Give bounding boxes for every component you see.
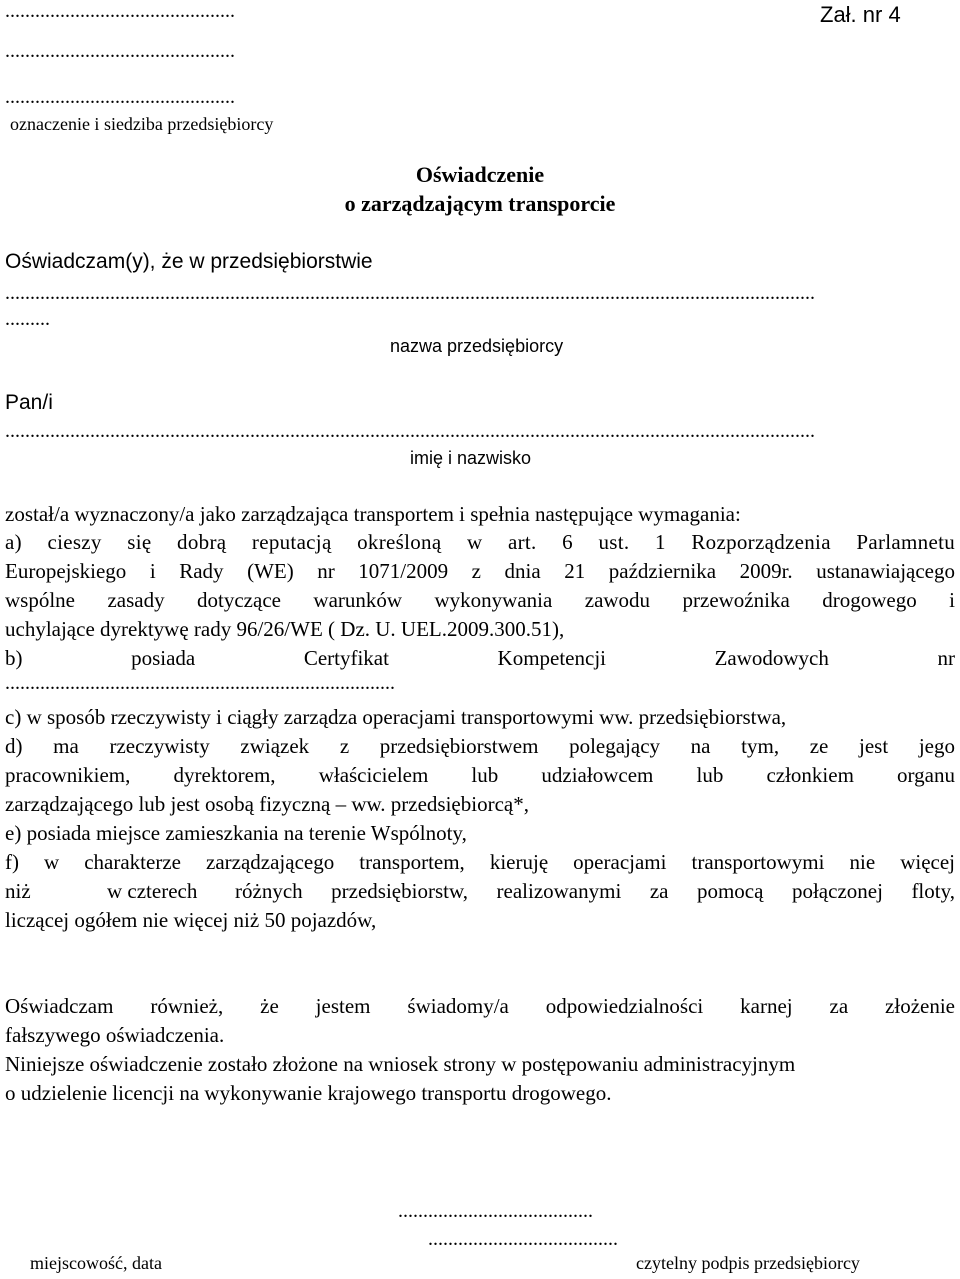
company-caption: oznaczenie i siedziba przedsiębiorcy bbox=[10, 114, 274, 134]
requirement-a-line-2 bbox=[5, 559, 955, 584]
requirement-f-line-3: liczącej ogółem nie więcej niż 50 pojazdów, bbox=[5, 908, 377, 932]
requirement-b-word: Certyfikat bbox=[303, 646, 389, 670]
closing-p1-line-2: fałszywego oświadczenia. bbox=[5, 1023, 225, 1047]
requirement-e-line: e) posiada miejsce zamieszkania na terenie Wspólnoty, bbox=[5, 821, 467, 845]
pan-label: Pan/i bbox=[5, 391, 53, 414]
requirement-f-word: w czterech bbox=[107, 879, 198, 903]
requirement-a-line-4: uchylające dyrektywę rady 96/26/WE ( Dz. U. UEL.2009.300.51), bbox=[5, 617, 565, 641]
requirement-b-word: Zawodowych bbox=[714, 646, 829, 670]
attachment-label: Zał. nr 4 bbox=[820, 2, 901, 27]
page-title: Oświadczenie bbox=[415, 162, 545, 187]
requirement-a-text-2: Europejskiego i Rady (WE) nr 1071/2009 z dnia 21 października 2009r. ustanawiającego bbox=[5, 559, 955, 583]
requirement-b-word: Kompetencji bbox=[497, 646, 606, 670]
requirement-d-text-1: d) ma rzeczywisty związek z przedsiębiorstwem polegający na tym, ze jest jego bbox=[5, 734, 955, 758]
company-name-dots: .................................................................................................................................................................. bbox=[5, 282, 815, 304]
requirement-a-line-1 bbox=[5, 530, 955, 555]
declaration-intro: Oświadczam(y), że w przedsiębiorstwie bbox=[5, 250, 373, 273]
name-dots: .................................................................................................................................................................. bbox=[5, 420, 815, 442]
requirement-a-text-3: wspólne zasady dotyczące warunków wykonywania zawodu przewoźnika drogowego i bbox=[5, 588, 955, 612]
requirement-f-word: niż bbox=[5, 879, 31, 903]
requirement-d-line-2 bbox=[5, 763, 955, 788]
signature-caption: czytelny podpis przedsiębiorcy bbox=[636, 1253, 860, 1273]
closing-p1-line-1 bbox=[5, 994, 955, 1019]
requirement-f-word: różnych przedsiębiorstw, realizowanymi za pomocą połączonej floty, bbox=[235, 879, 955, 903]
requirement-c-line: c) w sposób rzeczywisty i ciągły zarządza operacjami transportowymi ww. przedsiębiorstwa, bbox=[5, 705, 787, 729]
name-caption: imię i nazwisko bbox=[410, 448, 532, 468]
company-name-dots-short: ......... bbox=[5, 308, 50, 330]
signature-dots: ...................................... bbox=[428, 1228, 618, 1250]
place-date-caption: miejscowość, data bbox=[30, 1253, 162, 1273]
requirement-d-line-1 bbox=[5, 734, 955, 759]
closing-p1-text-1: Oświadczam również, że jestem świadomy/a odpowiedzialności karnej za złożenie bbox=[5, 994, 955, 1018]
company-dots-line-2: .............................................. bbox=[5, 40, 235, 62]
requirement-f-line-1 bbox=[5, 850, 955, 875]
company-dots-line-1: .............................................. bbox=[5, 0, 235, 22]
requirement-f-text-1: f) w charakterze zarządzającego transportem, kieruję operacjami transportowymi nie więcej bbox=[5, 850, 955, 874]
requirements-lead: został/a wyznaczony/a jako zarządzająca transportem i spełnia następujące wymagania: bbox=[5, 502, 741, 526]
page-subtitle: o zarządzającym transporcie bbox=[344, 191, 616, 216]
company-dots-line-3: .............................................. bbox=[5, 86, 235, 108]
closing-p2-line-2: o udzielenie licencji na wykonywanie krajowego transportu drogowego. bbox=[5, 1081, 612, 1105]
requirement-f-line-2 bbox=[5, 879, 955, 904]
requirement-d-line-3: zarządzającego lub jest osobą fizyczną – ww. przedsiębiorcą*, bbox=[5, 792, 529, 816]
requirement-b-word: posiada bbox=[131, 646, 196, 670]
requirement-d-text-2: pracownikiem, dyrektorem, właścicielem lub udziałowcem lub członkiem organu bbox=[5, 763, 955, 787]
requirement-b-word: b) bbox=[5, 646, 23, 670]
closing-p2-line-1: Niniejsze oświadczenie zostało złożone na wniosek strony w postępowaniu administracyjnym bbox=[5, 1052, 796, 1076]
requirement-b-word: nr bbox=[937, 646, 955, 670]
certificate-number-dots: .............................................................................. bbox=[5, 672, 395, 694]
requirement-b-line bbox=[5, 646, 955, 671]
requirement-a-text-1: a) cieszy się dobrą reputacją określoną w art. 6 ust. 1 Rozporządzenia Parlamnetu bbox=[5, 530, 955, 554]
place-date-dots: ....................................... bbox=[398, 1200, 593, 1222]
requirement-a-line-3 bbox=[5, 588, 955, 613]
company-name-caption: nazwa przedsiębiorcy bbox=[390, 336, 564, 356]
